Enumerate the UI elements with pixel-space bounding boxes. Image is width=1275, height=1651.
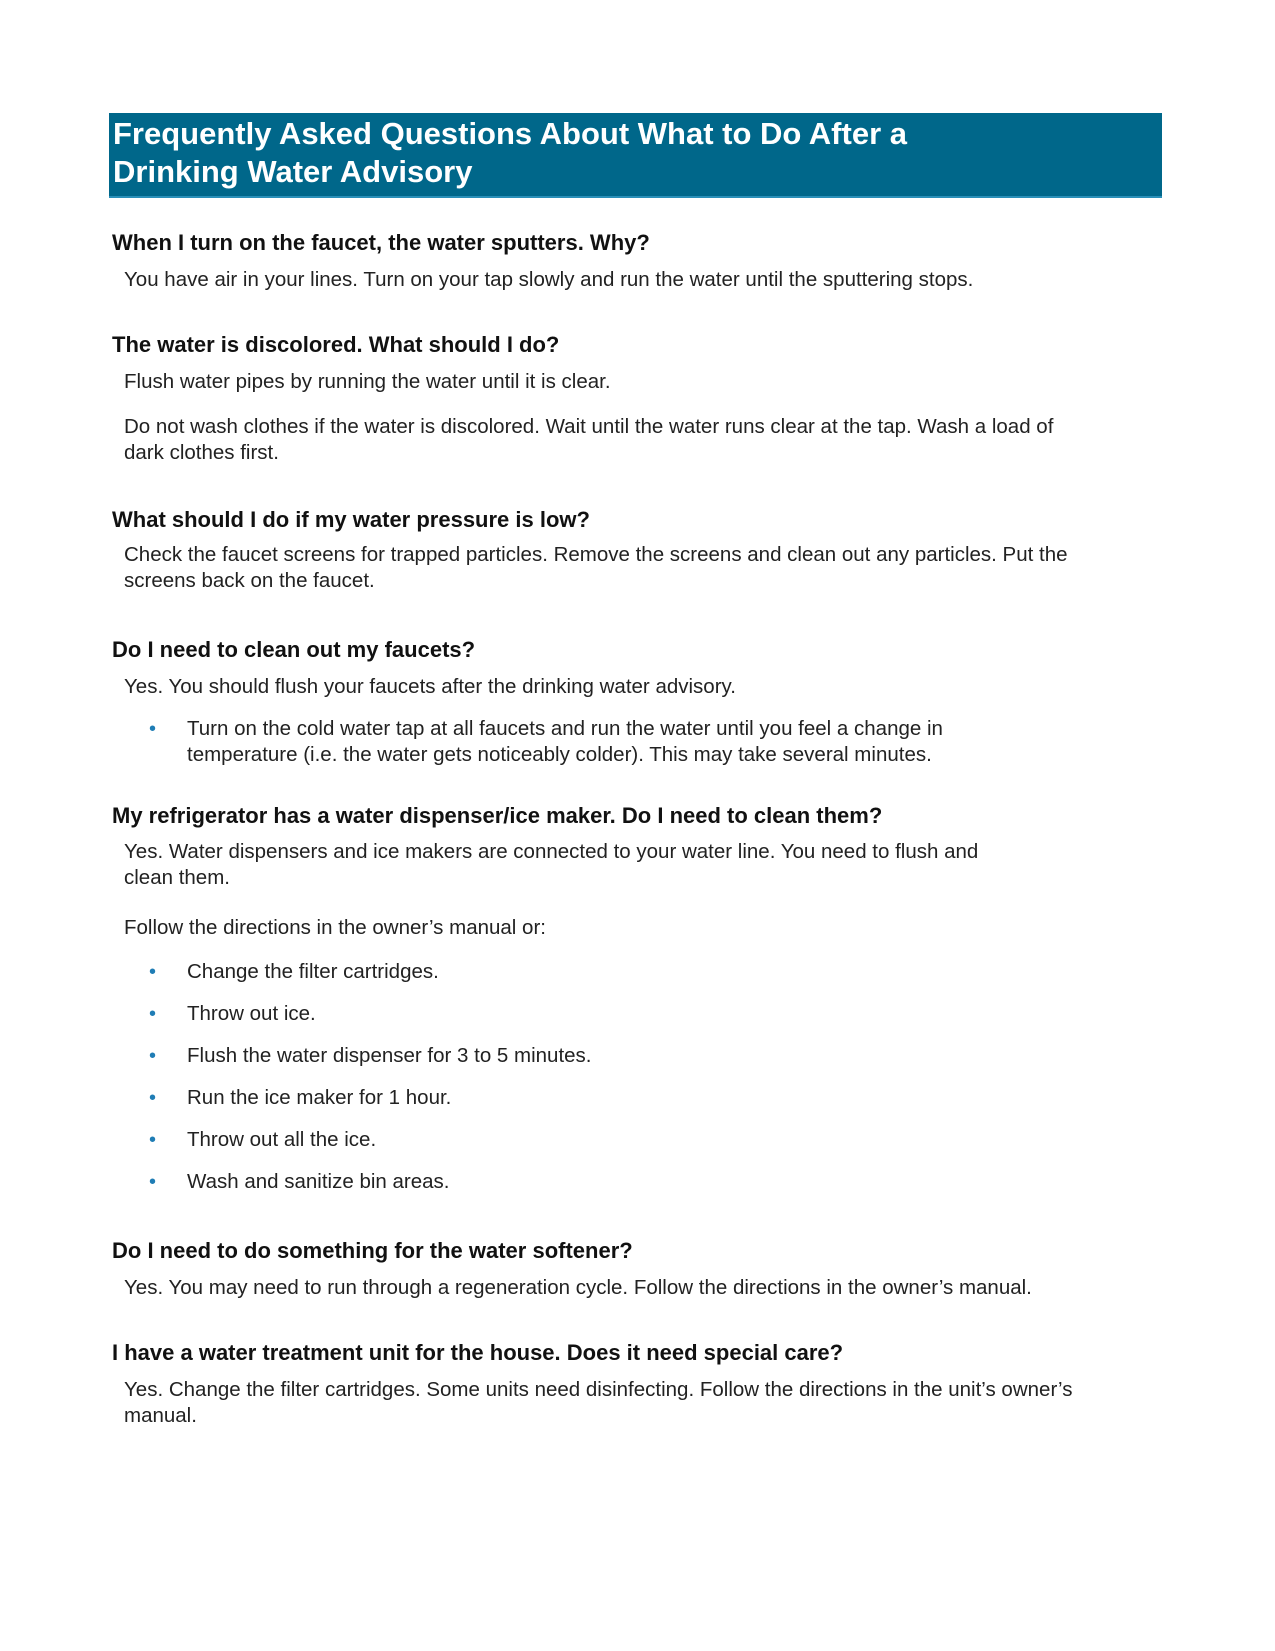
faq-question: My refrigerator has a water dispenser/ice maker. Do I need to clean them? bbox=[112, 803, 883, 828]
faq-question: Do I need to do something for the water softener? bbox=[112, 1238, 633, 1263]
faq-answer: You have air in your lines. Turn on your tap slowly and run the water until the sputtering stops. bbox=[124, 268, 974, 291]
faq-section-low-pressure bbox=[112, 507, 1162, 594]
faq-answer: Yes. Water dispensers and ice makers are connected to your water line. You need to flush and clean them. bbox=[124, 840, 979, 889]
title-banner bbox=[109, 113, 1162, 198]
faq-question: I have a water treatment unit for the house. Does it need special care? bbox=[112, 1340, 844, 1365]
faq-answer: Yes. Change the filter cartridges. Some units need disinfecting. Follow the directions in the unit’s owner’s manual. bbox=[124, 1378, 1073, 1427]
faq-question: Do I need to clean out my faucets? bbox=[112, 637, 476, 662]
bullet-icon: • bbox=[149, 1129, 157, 1151]
bullet-icon: • bbox=[149, 1003, 157, 1025]
faq-section-refrigerator bbox=[112, 803, 1162, 1195]
faq-section-water-softener bbox=[112, 1238, 1162, 1301]
faq-answer: Yes. You should flush your faucets after the drinking water advisory. bbox=[124, 675, 736, 698]
faq-question: The water is discolored. What should I do? bbox=[112, 332, 560, 357]
list-item: • Turn on the cold water tap at all faucets and run the water until you feel a change in temperature (i.e. the water gets noticeably colder). This may take several minutes. bbox=[149, 717, 943, 766]
faq-section-treatment-unit bbox=[112, 1340, 1162, 1429]
faq-question: When I turn on the faucet, the water sputters. Why? bbox=[112, 230, 650, 255]
list-item: • Flush the water dispenser for 3 to 5 minutes. bbox=[149, 1044, 592, 1067]
faq-section-faucets bbox=[112, 637, 1162, 768]
list-item: • Run the ice maker for 1 hour. bbox=[149, 1086, 452, 1109]
faq-answer: Follow the directions in the owner’s manual or: bbox=[124, 916, 546, 939]
refrigerator-bullet-list bbox=[112, 959, 1162, 1195]
bullet-icon: • bbox=[149, 1087, 157, 1109]
faucet-bullet-list bbox=[112, 716, 1052, 768]
faq-answer: Yes. You may need to run through a regeneration cycle. Follow the directions in the owner’s manual. bbox=[124, 1276, 1032, 1299]
faq-section-discolored bbox=[112, 332, 1162, 466]
list-item: • Throw out ice. bbox=[149, 1002, 316, 1025]
list-item: • Wash and sanitize bin areas. bbox=[149, 1170, 450, 1193]
faq-answer: Check the faucet screens for trapped particles. Remove the screens and clean out any particles. Put the screens back on the faucet. bbox=[124, 543, 1068, 592]
bullet-icon: • bbox=[149, 1045, 157, 1067]
faq-answer: Flush water pipes by running the water until it is clear. bbox=[124, 370, 611, 393]
bullet-icon: • bbox=[149, 961, 157, 983]
bullet-icon: • bbox=[149, 718, 157, 740]
list-item: • Change the filter cartridges. bbox=[149, 960, 439, 983]
faq-answer: Do not wash clothes if the water is discolored. Wait until the water runs clear at the tap. Wash a load of dark clothes first. bbox=[124, 415, 1054, 464]
list-item: • Throw out all the ice. bbox=[149, 1128, 377, 1151]
faq-question: What should I do if my water pressure is low? bbox=[112, 507, 590, 532]
faq-section-sputtering bbox=[112, 230, 1162, 293]
bullet-icon: • bbox=[149, 1171, 157, 1193]
page-title: Frequently Asked Questions About What to Do After a Drinking Water Advisory bbox=[113, 116, 907, 189]
